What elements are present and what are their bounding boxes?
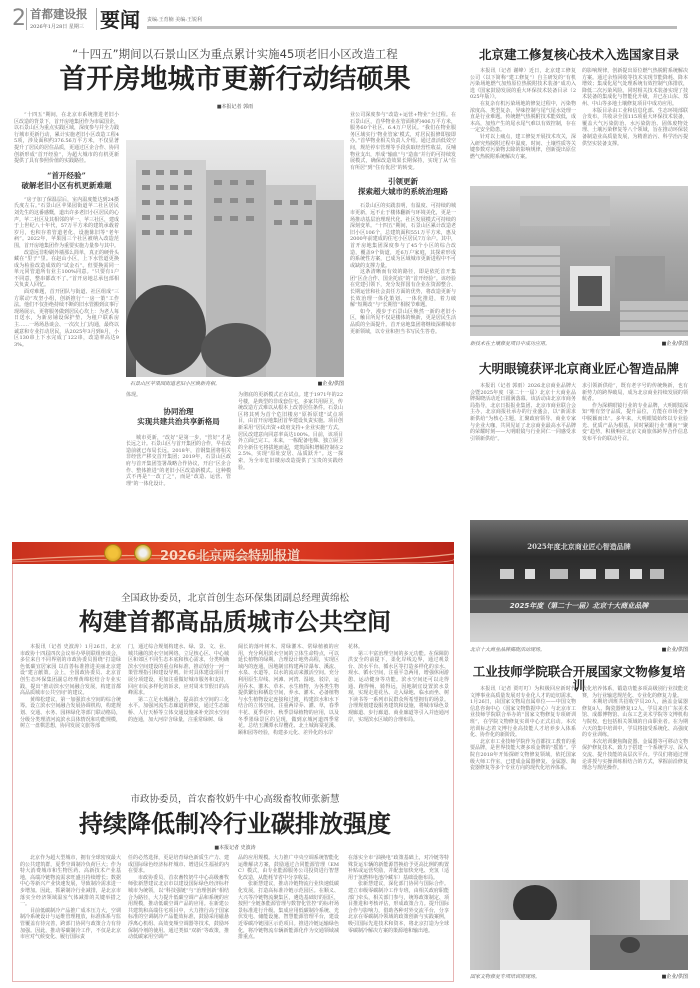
event-screen-text: 2025年度北京商业匠心智造品牌 <box>527 542 631 551</box>
photo-credit: ■企业/供图 <box>317 381 344 387</box>
paragraph: 张新慧建议，深化部门协同与国际合作。建立市级零碳制冷工作专班，由相关政府职能部门牵头，相关部门参与，统筹政策制定、项目推进和考核评估，形成政策合力。提升国际合作与影响力，借助各种对外交流平台，分享北京在零碳制冷领域的政策创新与实践案例，吸引国际先进技术和资本，将北京打造为全球零碳制冷解决方案的策源地和输出地。 <box>348 881 449 934</box>
paragraph: 的影响规律，创新提出原位燃气热脱附系统解决方案。通过余热回收等技术实现节能降耗、降本增效；集成化尾气处理系统有效控制气体排放，降低二次污染风险。同时相关技术装备实现了技术装备的集成化与智能化升级，并已在山东、郑州、中山等多地土壤修复项目中成功应用。 <box>582 68 688 107</box>
paper-name: 首都建设报 <box>30 7 88 21</box>
paragraph: 在落实全市“油换电”政策基础上，对冷链等特殊货运车辆的新能源替换给予更高比例的购置补贴或运营奖励，并配套加快充电、充氢（适用于氢燃料电池冷藏车）基础设施布局。 <box>348 855 449 881</box>
page-number: 2 <box>12 6 26 31</box>
lead-kicker: “十四五”期间以石景山区为重点累计实施45项老旧小区改造工程 <box>72 47 398 61</box>
masthead-divider <box>26 8 27 30</box>
masthead-divider <box>96 8 97 30</box>
subheading-line: 协同治理 <box>163 406 194 416</box>
sr2-kicker: 市政协委员，首农畜牧奶牛中心高级畜牧师张新慧 <box>130 794 340 805</box>
building-illustration <box>126 140 344 377</box>
subheading <box>14 171 119 191</box>
sr1-kicker: 全国政协委员，北京首创生态环保集团副总经理黄绵松 <box>120 593 349 604</box>
paragraph: 本报讯（记者 郭雨）2026北京商业品牌大会暨2025年度（第二十一届）北京十大商业品牌揭晓活动近日圆满落幕。该活动由北京市商务局指导，北京日报报业集团、北京市商业联合会主办，北京商报社承办的行业盛会，以“新需求 新供给”为核心主题，汇聚政府领导、商业专家与企业大咖，共同见证了北京商业最高水平品牌的荣耀时刻——大明眼镜与行业同仁一同感受求引领新供给”。 <box>470 383 576 442</box>
cppcc-emblem-icon <box>134 544 152 562</box>
paragraph: 业公司深度参与“改造+运营+物业”全过程。在石景山区，首华物业在管面积约406万平方米，服务60个社区、6.4万户居民。“我们在物业服务区域实行‘物业管家’模式，对居民报修即接即办。”首华物业相关负责人介绍。通过盘活低效空间，规范停车管理等手段获取经营性收益，反哺物业支出，形成“输血”与“造血”并行的可持续发展模式，确保改造效果长期保持，实现了从“住有所居”到“住有优居”的转变。 <box>350 112 456 171</box>
paragraph: 北京作为超大型城市，拥有全球密度最大的公共建筑群，夏季空调制冷负荷巨大；作为特大消费城市和生物医药、高新技术产业基地，高端冷链物流需求旺盛且持续增长；数据中心等新兴产业快速发展，导致制冷需求进一步增加。因此，抓紧制冷行业减排，是北京市落实全经济领域温室气体减排的关键举措之一。 <box>20 855 121 908</box>
subheading-line: 实现共建共治共享新格局 <box>137 416 220 426</box>
paragraph: 目前低碳制冷产品推广成本压力大，空调制冷系统设计与运维管理粗放，标准体系与监管覆盖有待完善，跨部门协同与政策合力有待加强。因此，推动零碳制冷工作，不仅是北京市应对气候变化、履行国际责 <box>20 907 121 941</box>
story-c-column-2 <box>582 383 688 515</box>
subheading-line: “首开经验” <box>47 170 86 180</box>
special-report-title: 2026北京两会特别报道 <box>160 549 301 564</box>
paragraph: 北京市工业技师学院作为首都技工教育的重要品牌，是世界技能大赛多项金牌的“摇篮”。学院自2018年开始探研文物修复领域，依托国家级大师工作室，已建成金属器修复、金属器、陶瓷器修复等多个专业方向的现代化培养体系。 <box>470 738 576 772</box>
story-d-headline: 工业技师学院联合开展国家文物修复培训 <box>472 664 686 694</box>
training-illustration <box>470 880 688 970</box>
sr2-column-2 <box>128 855 229 975</box>
sr2-column-4 <box>348 855 449 975</box>
paragraph: 城市更新，“改好”是第一步，“管好”才是长远之计。石景山区与首开集团的合作，早在改造前就已布局长远。2018年，首钢集团将相关非经营产移交首开集团；2019年，石景山区政府与首开集团签署战略合作协议，开启“区企合作、整体推进”的老旧小区改造新模式。这种模式不再是“一改了之”，而是“改造、运营、管理”的一体化设计。 <box>126 434 232 487</box>
paragraph: 如今，漫步于石景山区焕然一新的老旧小区，触目所见不仅是楼体的焕新，更是居民生活品质的全面提升。首开房地集团将继续深耕城市更新领域，以专业和担当书写民生答卷。 <box>350 308 456 335</box>
remediation-site-illustration <box>470 186 688 336</box>
subheading-line: 探索超大城市的系统治理路 <box>358 187 448 197</box>
paragraph: 改造远非粉刷外墙那么简单，真正的硬骨头藏在“里子”里。在赵山小区，上下水管道更换成为检验改造成效的“试金石”。但要换需同一单元同管道所有业主100%同意。“只要有1户不同意，整串都改不了。”首开房地总承包部相关负责人回忆。 <box>14 249 120 289</box>
paragraph: 本次培训聚焦陶瓷器、金属器等可移动文物保护修复技术，致力于搭建一个系统学习、深入交流、提升技能的高层次平台。学员们将通过理论讲授与实操训练相结合的方式，掌握前沿修复理念与规范操作。 <box>582 738 688 772</box>
paragraph: 体现。 <box>126 392 142 398</box>
section-title: 要闻 <box>100 8 140 32</box>
paragraph: 黄绵松建议，第一加强滨水空间的综合统筹。设立滨水空间融合发展协调机构，构建规划、交通、水务、园林绿化等部门联动格局，分级分类理清河流滨水具体情况和功能规模，树立一盘棋思想，协同发展文旅等部 <box>20 696 121 730</box>
paragraph: 张新慧建议，推动冷链物流行业快速低碳化发展，打造高标准冷链示范园区。在顺义、大兴等冷链物流聚集区，遴选基础好的园区，按照“全链条能源管理与数智化管控”的标杆场景标准进行升级。集成应用低碳制冷系统、光伏发电、储能设施、智慧能源管理平台，建设近零碳冷链园区示范项目。推进冷链运输绿色化，将冷链物流车辆新能源化作为交通领域减排重点。 <box>238 881 339 941</box>
lead-column-4 <box>350 112 456 538</box>
paragraph: 这条清晰而有效的路径，即是依托首开集团“区企合作、国企托底”的“首开经验”。该经验在党建引领下，充分发挥国有企业在资源整合、长期运营和社会责任方面的优势，将改造更新与长效治理一体化策划、一体化推进，着力破解“短期改”与“长期管”相脱节难题。 <box>350 269 456 309</box>
paragraph: 代化培养体系，锻造功能多项高级别行业技能竞赛，为行业输送规范化、专业化的修复力量。 <box>582 686 688 699</box>
paragraph: 为彻底的更新模式正在试点。建于1971年的22号楼，是典型的非成套住宅，多家共用厨卫，传统改造方式难以从根本上改善居住条件。石景山区将其列为首个危旧楼房“原拆原建”试点项目，由首开房地集团首华建设负责实施。项目创新采用“居民出资+政府支持+企业实施”方式，居民改建意向同意率高达100%。目前，该项目外立面已完工。未来，一栋配备电梯、独立厨卫的全新住宅将拔地而起，建筑面积增幅控制在22.5%，实现“原址安居、品质跃升”。这一探索，为全市危旧楼房改造提供了宝贵的实践经验。 <box>238 392 344 471</box>
lead-column-1 <box>14 112 119 540</box>
lead-column-3 <box>238 392 343 538</box>
lead-byline: ■本报记者 郭雨 <box>216 104 254 110</box>
sr1-column-2 <box>128 644 229 764</box>
story-c-headline: 大明眼镜获评北京商业匠心智造品牌 <box>478 361 679 376</box>
story-c-column-1 <box>470 383 576 515</box>
paragraph: 第二立足水城融合，提高滨水空间的三化水平。加强河流生态廊道的修复，通过生态廊桥、人行天桥等立体交通设施来补充滨水空间的连通，加大河岸含绿量，注重常绿树、绿 <box>128 696 229 723</box>
sr2-column-3 <box>238 855 339 975</box>
sr2-column-1 <box>20 855 121 975</box>
paragraph: 针对以上痛点，建工修复开展技术攻关，深入研究热脱附过程中温度、时间、土壤性质等关键参数对污染物去除的影响规律，创新提出原位燃气热脱附系统解决方案。 <box>470 133 576 160</box>
photo-caption: 国家文物修复专项培训班现场。 <box>470 974 541 980</box>
sponsor-logos <box>470 566 688 580</box>
story-b-headline: 北京建工修复核心技术入选国家目录 <box>478 47 679 62</box>
editors-credit: 责编:王育楠 美编:王锐利 <box>147 17 202 23</box>
paragraph: 阔长的落叶树木、常绿灌木、常绿植被的应用，充分利用滨水空间的立体生命特点，可以延长植物的绿期。合理设计地势高程，实现区域内的连通，因地制宜构建两岸瀑布、溪流、水泉、水道等，以水的流动来激活空间。充分利用原生岸线、河滩、河湾、湿地、驳岸，运用乔木、灌木、草本、水生植物，为各类生物提供繁衍和栖息空间，养水、灌木、必备植物与水生植物设定连接和过渡，构建滨水和水下结合的立体空间。注重两岸乔、灌、草，春季丰花、夏季花叶、秋季景绿植物的应用，以及冬季墨绿景区的呈现，做到京城河道四季常花。总结玉渊潭水岸樱花、北土城海棠花溪、颐和园等经验，构建多元化、差异化的水岸 <box>238 644 339 736</box>
subheading <box>350 177 456 197</box>
paragraph: 本期培训班共招收学员20人，涵盖金属器修复8人、陶瓷器修复12人。学员来自广东美术馆、成都博物馆、山东工艺美术学院等文博机构与院校，也包括相关领域的自由职业者。在为期六天的集中培训中，学员将接受系统化、高强度的专业训练。 <box>582 699 688 739</box>
subheading <box>126 407 231 427</box>
subheading-line: 引领更新 <box>388 177 418 187</box>
paragraph: 求引领新供给”，既有老字号的传统焕新，也有新势力的跨界破局，成为北京商业持续发展的领航者。 <box>582 383 688 403</box>
paragraph: 第三丰富治理空间的多元功能。在保障防洪安全的前提下，柔化岸线边界，通过观景台、滨水平台、循水区等打造多样化的亲水、观水、循水空间，注重平急两用，增强休闲游憩、运动健身等功能。滨水空间还可以走得通、跑得畅、骑得远，因地制宜设置滨水景观，实现走进花丛、走入绿地、临水而坐、树下读书等一系列市民群众所希望拥有的场景。合理规划建设服务建筑和设施，将城市绿色景观廊道、步行廊道、商业廊道等引入并连通河岸，实现滨水区域的合理布局。 <box>348 650 449 723</box>
training-photo <box>470 880 688 970</box>
sr1-column-3 <box>238 644 339 764</box>
sr2-byline: ■本报记者 史波涛 <box>214 845 256 851</box>
photo-credit: ■企业/供图 <box>661 341 688 347</box>
paragraph: 面对难题，首开团队与街道、社区组成“三方联动”攻坚小组，创新推行“一房一策”工作法。他们不仅拒绝持续不断的旧水管搬到议事厅现场展示，更将服务做到居民心坎上：为老人每日送水，为新房铺设保护垫，为租户联系房主……一场场恳谈会、一次次上门沟通，最终以诚意和专业打动居民。从2025年3月到8月，小区130串上下水完成了122串，改造率高达93%。 <box>14 289 120 348</box>
photo-caption: 石景山区苹果园街道老旧小区焕新亮相。 <box>130 381 221 387</box>
paragraph: 任的必然选择，更是培育绿色新质生产力、建成国际绿色经济标杆城市、增进民生福祉的内在要求。 <box>128 855 229 875</box>
sr1-headline: 构建首都高品质城市公共空间 <box>79 607 391 636</box>
national-emblem-icon <box>104 544 122 562</box>
paragraph: 门，通过综合规划构建水、绿、景、文、业、城共融的滨水空间网络。立足核心区、中心城区和郊区不同生态本底和核心需求，分类明确滨水空间建设的重点和标准，推动划分一河一策管理指引和建设导则。针对具体建设项目开展分项建设，更加注重做好城市服务和支持，回应市民多样化的诉求，应对周末节假日的高峰需求。 <box>128 644 229 697</box>
photo-caption: 北京十大商业品牌揭晓活动现场。 <box>470 647 546 653</box>
photo-caption: 新技术在土壤修复项目中成功应用。 <box>470 341 551 347</box>
event-photo <box>470 520 688 642</box>
paragraph: “房子加了保温层后，室内温度能达到24摄氏度左右。”石景山区苹果园街道苹二社区居民刘先生的这番感慨，道出许多老旧小区居民的心声。苹二社区及其相邻的苹一、苹三社区，建成于上世纪八十年代，57万平方米的建筑承载着岁月，也积存着管道老化、设施陈旧等“老年病”。2022年，苹果园三个社区被纳入改造范围，首开房地集团作为重要实施力量参与其中。 <box>14 196 120 249</box>
issue-date: 2026年1月28日 星期三 <box>30 24 84 30</box>
story-b-column-1 <box>470 68 576 180</box>
sr2-headline: 持续降低制冷行业碳排放强度 <box>79 809 391 838</box>
paragraph: 品的应用规模。大力推广中央空调系统智能化运维解决方案，鼓励通过合同能源管理（EMC）模式，由专业能源服务公司投资进行智慧化改造，从能耗节省中分享收益。 <box>238 855 339 881</box>
story-d-column-1 <box>470 686 576 876</box>
lead-column-2 <box>126 392 231 538</box>
lead-headline: 首开房地城市更新行动结硕果 <box>59 64 411 95</box>
paragraph: 本报讯（记者 史波涛）1月26日，北京市政协十四届四次会议举办界别联组座谈会，多位来自不同界别的市政协委员围绕“打造绿色低碳宜居家园 以首善标准推进美丽北京建设”建言献策。会上，全国政协委员、北京首创生态环保集团副总经理黄绵松结合专业实践，提出“推动滨水空间融合发展，构建首都高品质城市公共空间”的建议。 <box>20 644 121 697</box>
masthead-rule <box>147 26 677 29</box>
sr1-column-1 <box>20 644 121 764</box>
photo-credit: ■企业/供图 <box>661 974 688 980</box>
sr1-column-4 <box>348 644 449 764</box>
story-d-column-2 <box>582 686 688 876</box>
subheading-line: 破解老旧小区有机更新难题 <box>21 180 112 190</box>
paragraph: 本报讯（记者 谢峰）近日，北京建工修复公司（以下简称“建工修复”）自主研发的“有机污染场地燃气加热原位热脱附技术装备”成功入选《国家鼓励发展的重大环保技术装备目录（2025年版）》。 <box>470 68 576 101</box>
event-stage-banner: 2025年度（第二十一届）北京十大商业品牌 <box>470 600 688 613</box>
soil-remediation-photo <box>470 186 688 336</box>
photo-credit: ■企业/供图 <box>661 647 688 653</box>
building-photo <box>126 140 344 377</box>
paragraph: 石景山区的实践表明，有温度、可持续的城市更新，远不止于楼体翻新与环境美化，更是一场推动基层治理现代化、社区发展模式可持续的深刻变革。“十四五”期间，石景山区累计改造老旧小区106个，总建筑面积551万平方米，惠及2000年前建成的住宅小区居民7万余户。其中，首开房地集团深度参与了45个小区的综合改造，覆盖9个街道，近6万户家庭，其探索形成的系统性方案，已成为区域城市更新进程中不可或缺的支撑力量。 <box>350 203 456 269</box>
paragraph: “十四五”期间，在北京市系统推进老旧小区改造的背景下，首开房地集团作为市属国企，以石景山区为重点实践区域，深度参与并全力践行城市更新行动，累计实施老旧小区改造工程45项，涉及面积约376.56万平方米，不仅显著提升了居民的居住品质，更通过区企合作、协同创新形成“首开经验”，为超大城市的有机更新提供了具有参照价值的实践路径。 <box>14 112 120 165</box>
paragraph: 本报讯（记者 贾叮叮）为积极回应新时代文博事业高质量发展对专业化人才的迫切需求，1月26日，由国家文物局直属单位——中国文物信息咨询中心（国家文物数据中心）与北京市工业技师学院联合举办的“国家文物修复专项研训班”，在学院文物修复实训中心正式启动。本次培训标志着文博行业高技能人才培养步入体系化、协作化的新阶段。 <box>470 686 576 739</box>
paragraph: 本版目录由工业和信息化部、生态环境部联合发布，共收录全国115项重大环保技术装备，覆盖大气污染防治、水污染防治、固体废物处理、土壤污染修复等八个领域，旨在推动环保装备制造业高质量发展，为精准治污、科学治污提供坚实装备支撑。 <box>582 107 688 147</box>
paragraph: 在复杂有机污染场地的修复过程中，污染物浓度高、类型复杂，异味控制与尾气尾水处理一直是行业难题。传统燃气热脱附技术能效低，成本高，加热产生的尾水尾气难以有效控制，存在一定安全隐患。 <box>470 100 576 134</box>
story-b-column-2 <box>582 68 688 180</box>
paragraph: 作为深耕眼镜行业的专业品牌，大明眼镜深知“唯有坚守品质，提升品位，方能在市场竞争中脱颖而出”。多年来，大明眼镜始终以专业验光、优质产品为根基，同时紧跟行业“潮向”“聚变”趋势，积极响应北京文商旅体跨界合作信息发布平台的联动号召。 <box>582 402 688 442</box>
paragraph: 花林。 <box>348 644 364 650</box>
paragraph: 市政协委员，首农畜牧奶牛中心高级畜牧师张新慧建议北京市以建设国际绿色经济标杆城市为统领，以“科技强链”与“治理创新”相结合为路径，大力提升低碳空调产品和系统的应用规模，推动低碳空调产品的应用。在新建公共建筑和高端住宅项目中，大力推行高于国家标准的空调制冷产品能效标准，鼓励采用磁悬浮离心机组、高效变频空调器等技术，鼓励环保制冷剂的使用。通过类似“双新”等政策，推动低碳家用空调产 <box>128 874 229 941</box>
